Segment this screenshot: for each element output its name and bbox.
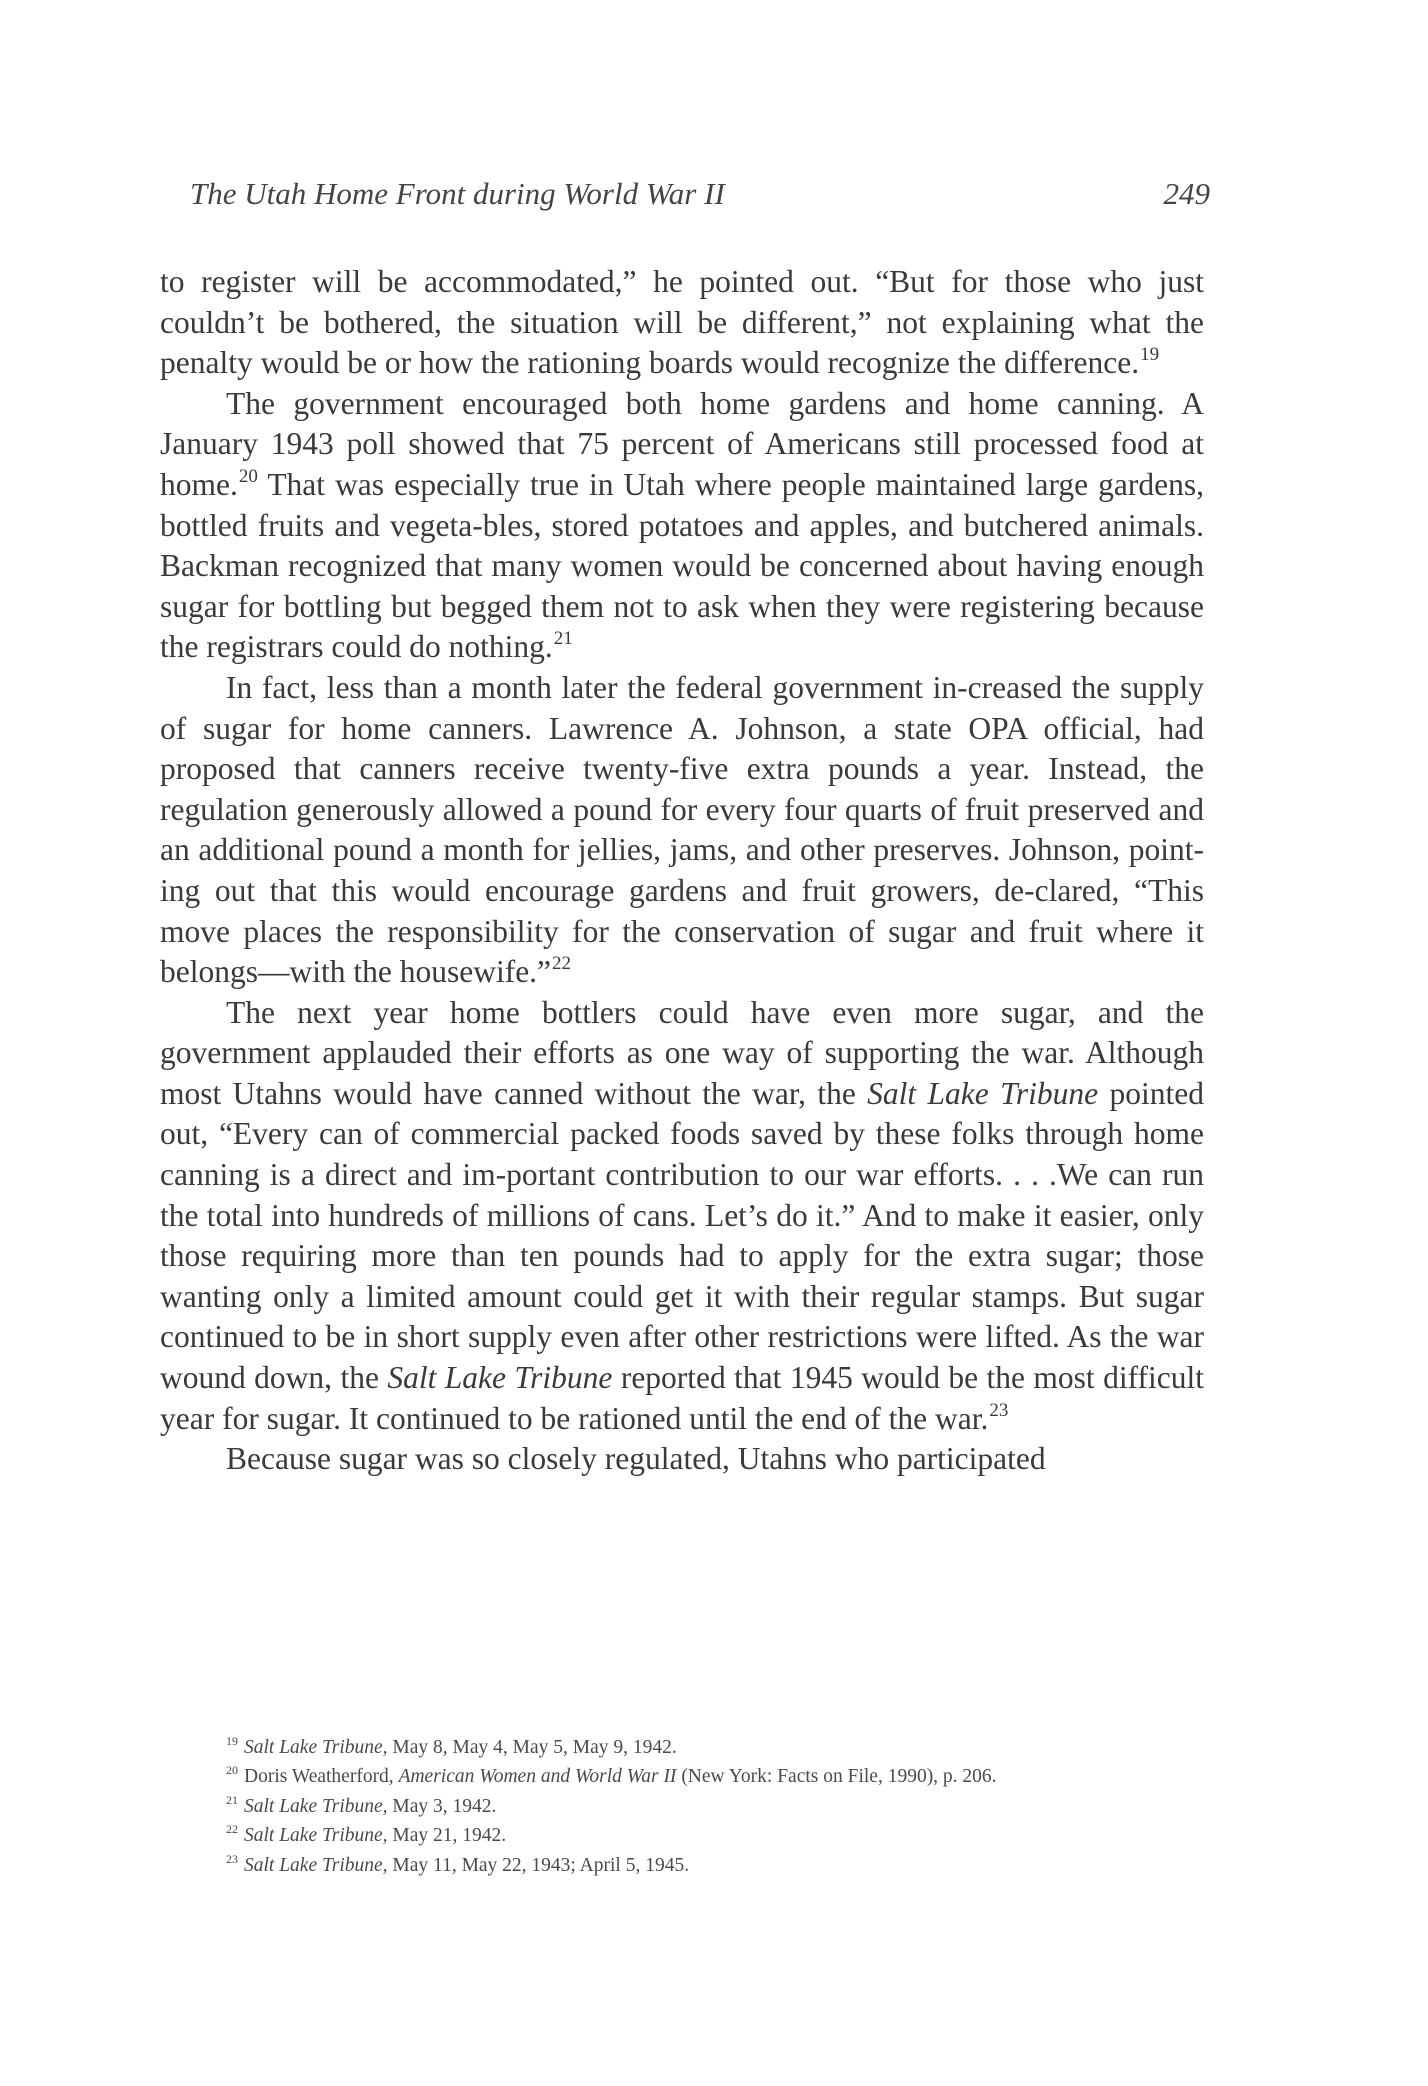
footnote-source: American Women and World War II bbox=[398, 1766, 677, 1788]
footnote-text: (New York: Facts on File, 1990), p. 206. bbox=[676, 1766, 997, 1788]
footnote-ref-19: 19 bbox=[1140, 344, 1160, 366]
footnotes bbox=[226, 1733, 1206, 1880]
footnote-ref-22: 22 bbox=[552, 953, 572, 975]
text-run: pointed out, “Every can of commercial packed foods saved by these folks through home canning is a direct and im-portant contribution to our war efforts. . . .We can run the total into hundreds of millions of cans. Let’s do it.” And to make it easier, only those requiring more than ten pounds had to apply for the extra sugar; those wanting only a limited amount could get it with their regular stamps. But sugar continued to be in short supply even after other restrictions were lifted. As the war wound down, the bbox=[160, 1075, 1204, 1396]
footnote-source: Salt Lake Tribune, bbox=[244, 1854, 388, 1876]
paragraph-4 bbox=[160, 993, 1204, 1440]
footnote-text: May 3, 1942. bbox=[387, 1795, 497, 1817]
footnote-number: 20 bbox=[226, 1763, 238, 1778]
footnote-ref-21: 21 bbox=[553, 628, 573, 650]
footnote-20 bbox=[226, 1762, 1206, 1791]
footnote-21 bbox=[226, 1792, 1206, 1821]
text-run: to register will be accommodated,” he pointed out. “But for those who just couldn’t be bothered, the situation will be different,” not explaining what the penalty would be or how the rationing boards would recognize the difference. bbox=[160, 264, 1204, 381]
footnote-text: May 8, May 4, May 5, May 9, 1942. bbox=[387, 1737, 677, 1758]
body-text bbox=[160, 262, 1204, 1480]
publication-title: Salt Lake Tribune bbox=[867, 1075, 1099, 1111]
running-header bbox=[190, 176, 1210, 220]
footnote-number: 21 bbox=[226, 1792, 238, 1807]
footnote-ref-20: 20 bbox=[238, 465, 258, 487]
paragraph-5 bbox=[160, 1439, 1204, 1480]
text-run: Because sugar was so closely regulated, Utahns who participated bbox=[226, 1441, 1046, 1477]
footnote-ref-23: 23 bbox=[989, 1399, 1009, 1421]
footnote-22 bbox=[226, 1821, 1206, 1850]
publication-title: Salt Lake Tribune bbox=[387, 1360, 613, 1396]
footnote-text: May 21, 1942. bbox=[387, 1825, 507, 1847]
paragraph-2 bbox=[160, 384, 1204, 668]
footnote-number: 22 bbox=[226, 1822, 238, 1837]
running-title: The Utah Home Front during World War II bbox=[190, 176, 725, 211]
footnote-text: Doris Weatherford, bbox=[244, 1766, 399, 1788]
footnote-number: 19 bbox=[226, 1734, 238, 1748]
footnote-source: Salt Lake Tribune, bbox=[244, 1737, 388, 1758]
footnote-source: Salt Lake Tribune, bbox=[244, 1825, 388, 1847]
footnote-source: Salt Lake Tribune, bbox=[244, 1795, 388, 1817]
text-run: The government encouraged both home gardens and home canning. A January 1943 poll showed that 75 percent of Americans still processed food at home. bbox=[160, 385, 1204, 502]
footnote-text: May 11, May 22, 1943; April 5, 1945. bbox=[387, 1854, 690, 1876]
text-run: reported that 1945 would be the most difficult year for sugar. It continued to be rationed until the end of the war. bbox=[160, 1360, 1204, 1436]
footnote-number: 23 bbox=[226, 1851, 238, 1866]
page-number: 249 bbox=[1163, 176, 1210, 211]
footnote-19 bbox=[226, 1733, 1206, 1762]
text-run: The next year home bottlers could have even more sugar, and the government applauded their efforts as one way of supporting the war. Although most Utahns would have canned without the war, the bbox=[160, 994, 1204, 1111]
text-run: In fact, less than a month later the federal government in-creased the supply of sugar for home canners. Lawrence A. Johnson, a state OPA official, had proposed that canners receive twenty-five extra pounds a year. Instead, the regulation generously allowed a pound for every four quarts of fruit preserved and an additional pound a month for jellies, jams, and other preserves. Johnson, point-ing out that this would encourage gardens and fruit growers, de-clared, “This move places the responsibility for the conservation of sugar and fruit where it belongs—with the housewife.” bbox=[160, 669, 1204, 990]
paragraph-1 bbox=[160, 262, 1204, 384]
text-run: That was especially true in Utah where people maintained large gardens, bottled fruits and vegeta-bles, stored potatoes and apples, and butchered animals. Backman recognized that many women would be concerned about having enough sugar for bottling but begged them not to ask when they were registering because the registrars could do nothing. bbox=[160, 466, 1204, 665]
footnote-23 bbox=[226, 1851, 1206, 1880]
paragraph-3 bbox=[160, 668, 1204, 993]
